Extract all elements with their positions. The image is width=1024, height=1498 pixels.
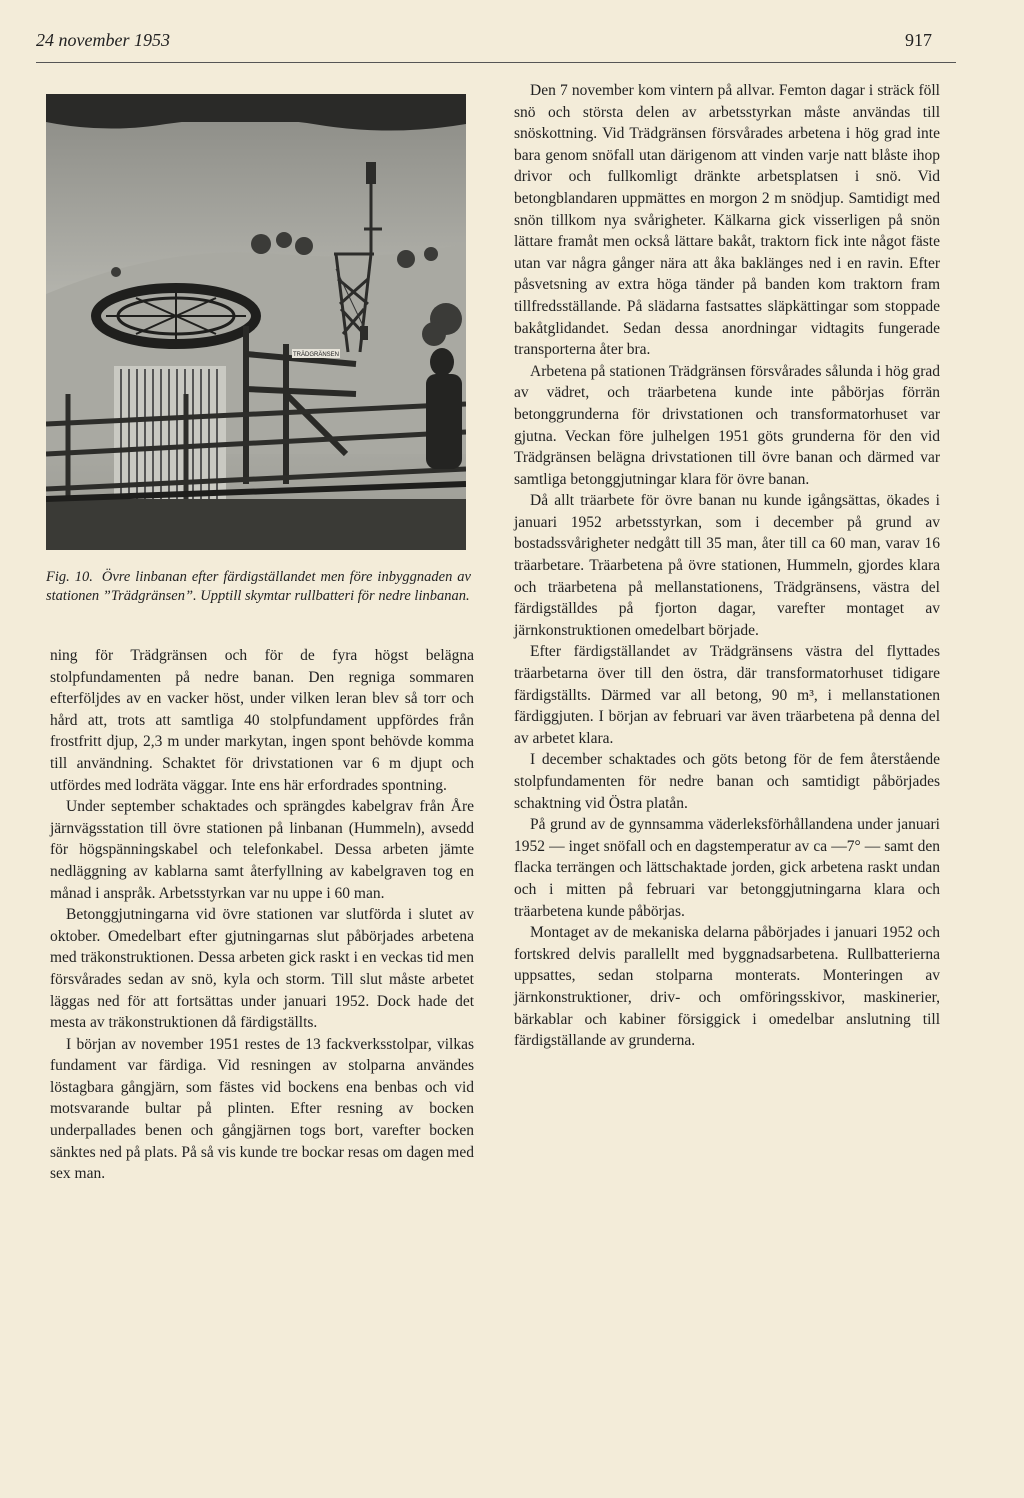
right-column (514, 80, 940, 1052)
left-column (50, 645, 474, 1185)
figure-caption-label: Fig. 10. (46, 569, 93, 585)
paragraph: I december schaktades och göts betong för de fem återstående stolpfundamenten för nedre banan och samtidigt påbörjades schaktning vid Östra platån. (514, 751, 940, 812)
paragraph: ning för Trädgränsen och för de fyra högst belägna stolpfundamenten på nedre banan. Den regniga sommaren efterföljdes av en vacker höst, under vilken leran blev så torr och hård att, trots att samtliga 40 stolpfundament uppfördes från frostfritt djup, 2,3 m under markytan, ingen spont behövde komma till användning. Schaktet för drivstationen var 6 m djupt och utfördes med lodräta väggar. Inte ens här erfordrades spontning. (50, 647, 474, 794)
figure-caption-text: Övre linbanan efter färdigställandet men före inbyggnaden av stationen ”Trädgränsen”. Upptill skymtar rullbatteri för nedre linbanan. (46, 569, 471, 604)
paragraph: I början av november 1951 restes de 13 fackverksstolpar, vilkas fundament var färdiga. Vid resningen av stolparna användes löstagbara gångjärn, som fästes vid bockens ena benbas och vid motsvarande bultar på plinten. Efter resning av bocken underpallades benen och gångjärnen togs bort, varefter bocken sänktes ned på plats. På så vis kunde tre bockar resas om dagen med sex man. (50, 1035, 474, 1183)
paragraph: Under september schaktades och sprängdes kabelgrav från Åre järnvägsstation till övre stationen på linbanan (Hummeln), avsedd för högspänningskabel och telefonkabel. Dessa arbeten jämte nedläggning av kablarna samt återfyllning av kabelgraven tog en månad i anspråk. Arbetsstyrkan var nu uppe i 60 man. (50, 798, 474, 902)
header-rule (36, 62, 956, 63)
figure-caption (46, 568, 471, 606)
paragraph: Då allt träarbete för övre banan nu kunde igångsättas, ökades i januari 1952 arbetsstyrkan, som i december på grund av bostadssvårigheter nedgått till 35 man, åter till ca 60 man, varav 16 träarbetare. Träarbetena på övre stationen, Hummeln, gjordes klara och träarbetena på mellanstationens, Trädgränsens, västra del färdigställdes på fjorton dagar, varefter montaget av järnkonstruktionen omedelbart började. (514, 492, 940, 639)
paragraph: Efter färdigställandet av Trädgränsens västra del flyttades träarbetarna över till den östra, där transformatorhuset tidigare färdigställts. Därmed var all betong, 90 m³, i mellanstationen färdiggjuten. I början av februari var även träarbetena på denna del av arbetet klara. (514, 643, 940, 747)
header-date: 24 november 1953 (36, 30, 170, 50)
paragraph: På grund av de gynnsamma väderleksförhållandena under januari 1952 — inget snöfall och en dagstemperatur av ca —7° — samt den flacka terrängen och lättschaktade jorden, gick arbetena raskt undan och i mitten på februari var betonggjutningarna klara och träarbetena kunde påbörjas. (514, 816, 940, 920)
ski-lift-station-illustration (46, 94, 466, 550)
paragraph: Den 7 november kom vintern på allvar. Femton dagar i sträck föll snö och största delen av arbetsstyrkan måste användas till snöskottning. Vid Trädgränsen försvårades arbetena i hög grad inte bara genom snöfall utan därigenom att vinden varje natt blåste ihop drivor och fullkomligt dränkte arbetsplatsen i snö. Vid betongblandaren uppmättes en morgon 2 m snödjup. Samtidigt med snön tillkom nya svårigheter. Kälkarna gick visserligen på snön lättare framåt men också lättare bakåt, traktorn fick inte något fäste utan var några gånger nära att åka baklänges ned i en ravin. Efter påsvetsning av extra höga tänder på banden kom traktorn fram tillfredsställande. På slädarna fastsattes släpkättingar som stoppade bakåtglidandet. Sedan dessa anordningar vidtagits fungerade transporterna åter bra. (514, 82, 940, 359)
figure-photo (46, 94, 466, 550)
page-number: 917 (905, 30, 932, 50)
station-sign-text: TRÄDGRÄNSEN (292, 352, 340, 358)
paragraph: Montaget av de mekaniska delarna påbörjades i januari 1952 och fortskred delvis parallellt med byggnadsarbetena. Rullbatterierna uppsattes, sedan stolparna monterats. Monteringen av järnkonstruktioner, driv- och omföringsskivor, maskinerier, bärkablar och kabiner försiggick i omedelbar anslutning till färdigställande av grunderna. (514, 924, 940, 1050)
paragraph: Arbetena på stationen Trädgränsen försvårades sålunda i hög grad av vädret, och träarbetena kunde inte påbörjas förrän betonggrunderna för drivstationen och transformatorhuset var gjutna. Veckan före julhelgen 1951 göts grunderna för den vid Trädgränsen belägna drivstationen till övre banan och därmed var samtliga betonggjutningar klara för övre banan. (514, 362, 940, 488)
paragraph: Betonggjutningarna vid övre stationen var slutförda i slutet av oktober. Omedelbart efter gjutningarnas slut påbörjades arbetena med träkonstruktionen. Dessa arbeten gick raskt i en veckas tid men försvårades sedan av snö, kyla och storm. Till slut måste arbetet läggas ned för att fortsättas under januari 1952. Dock hade det mesta av träkonstruktionen då färdigställts. (50, 906, 474, 1032)
